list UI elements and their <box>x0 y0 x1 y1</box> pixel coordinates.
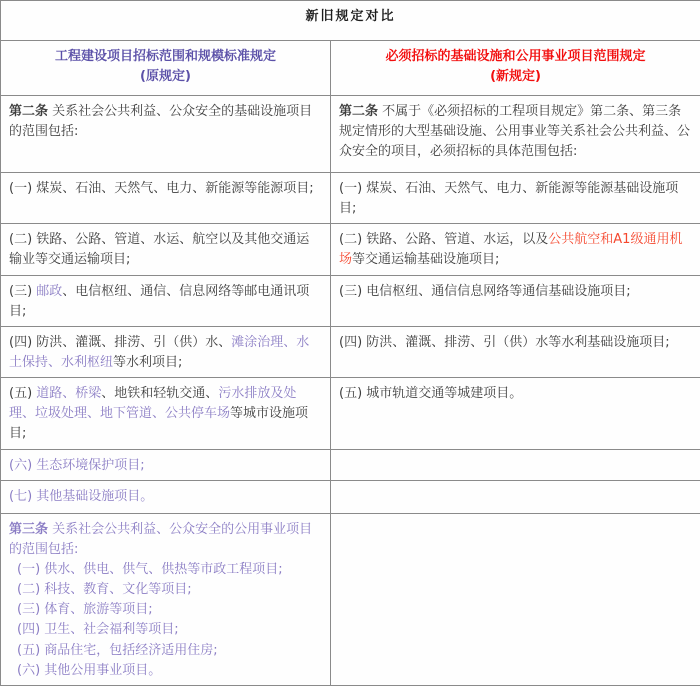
text-segment: 、电信枢纽、通信、信息网络等邮电通讯项目; <box>9 284 309 319</box>
text-segment: 公共航空和A1级通用机场 <box>339 232 682 267</box>
text-segment: (二) 铁路、公路、管道、水运，以及 <box>339 232 548 247</box>
text-segment: (一) 煤炭、石油、天然气、电力、新能源等能源项目; <box>9 181 314 196</box>
table-cell-right <box>331 480 700 513</box>
header-new-line2: (新规定) <box>339 67 692 87</box>
text-segment: (三) 体育、旅游等项目; <box>17 602 153 617</box>
text-segment: 第二条 <box>339 104 378 119</box>
text-segment: 关系社会公共利益、公众安全的公用事业项目的范围包括: <box>9 522 312 557</box>
text-segment: 滩涂治理、水土保持、水利枢纽 <box>9 335 309 370</box>
table-row <box>1 275 700 326</box>
column-header-new-regulation <box>331 41 700 96</box>
text-segment: 第二条 <box>9 104 48 119</box>
table-cell-right <box>331 513 700 685</box>
header-old-line2: (原规定) <box>9 67 322 87</box>
table-cell-left <box>1 275 331 326</box>
text-segment: 等交通运输基础设施项目; <box>352 252 499 267</box>
table-row <box>1 480 700 513</box>
text-line <box>339 230 692 270</box>
column-header-old-regulation <box>1 41 331 96</box>
table-cell-left <box>1 378 331 449</box>
table-cell-left <box>1 224 331 275</box>
text-line <box>9 333 322 373</box>
text-line <box>9 620 322 640</box>
table-cell-right <box>331 224 700 275</box>
text-segment: 污水排放及处理、垃圾处理、地下管道、公共停车场 <box>9 386 296 421</box>
text-line <box>9 282 322 322</box>
table-cell-right <box>331 275 700 326</box>
header-row <box>1 41 700 96</box>
text-line <box>9 520 322 560</box>
text-segment: (二) 铁路、公路、管道、水运、航空以及其他交通运输业等交通运输项目; <box>9 232 309 267</box>
table-row <box>1 513 700 685</box>
table-row <box>1 449 700 480</box>
page-title: 新旧规定对比 <box>1 1 700 41</box>
text-segment: 第三条 <box>9 522 48 537</box>
text-segment: 道路、桥梁 <box>36 386 101 401</box>
text-segment: (五) 商品住宅，包括经济适用住房; <box>17 643 218 658</box>
table-cell-left <box>1 326 331 377</box>
table-row <box>1 326 700 377</box>
text-segment: (六) 生态环境保护项目; <box>9 458 145 473</box>
text-line <box>339 102 692 162</box>
text-segment: (一) 供水、供电、供气、供热等市政工程项目; <box>17 562 283 577</box>
table-row <box>1 96 700 173</box>
text-line <box>9 661 322 681</box>
text-segment: (二) 科技、教育、文化等项目; <box>17 582 192 597</box>
text-line <box>9 560 322 580</box>
table-cell-right <box>331 449 700 480</box>
header-old-line1: 工程建设项目招标范围和规模标准规定 <box>9 47 322 67</box>
table-row <box>1 173 700 224</box>
text-segment: (七) 其他基础设施项目。 <box>9 489 153 504</box>
table-cell-right <box>331 326 700 377</box>
text-segment: 关系社会公共利益、公众安全的基础设施项目的范围包括: <box>9 104 312 139</box>
table-cell-left <box>1 173 331 224</box>
text-line <box>339 282 692 302</box>
text-segment: (六) 其他公用事业项目。 <box>17 663 161 678</box>
table-cell-left <box>1 449 331 480</box>
text-segment: (三) <box>9 284 36 299</box>
text-segment: 、地铁和轻轨交通、 <box>101 386 218 401</box>
table-cell-left <box>1 96 331 173</box>
text-segment: (五) 城市轨道交通等城建项目。 <box>339 386 522 401</box>
table-cell-right <box>331 378 700 449</box>
text-segment: (一) 煤炭、石油、天然气、电力、新能源等能源基础设施项目; <box>339 181 678 216</box>
table-body <box>1 1 700 686</box>
text-segment: (四) 防洪、灌溉、排涝、引（供）水等水利基础设施项目; <box>339 335 670 350</box>
text-segment: (五) <box>9 386 36 401</box>
text-line <box>9 641 322 661</box>
text-line <box>9 600 322 620</box>
text-line <box>9 179 322 199</box>
text-line <box>9 456 322 476</box>
text-segment: 等水利项目; <box>113 355 182 370</box>
text-segment: 不属于《必须招标的工程项目规定》第二条、第三条规定情形的大型基础设施、公用事业等关系社会公共利益、公众安全的项目，必须招标的具体范围包括: <box>339 104 690 159</box>
header-new-line1: 必须招标的基础设施和公用事业项目范围规定 <box>339 47 692 67</box>
table-cell-right <box>331 173 700 224</box>
text-segment: (四) 卫生、社会福利等项目; <box>17 622 179 637</box>
text-line <box>339 179 692 219</box>
text-segment: (三) 电信枢纽、通信信息网络等通信基础设施项目; <box>339 284 631 299</box>
table-row <box>1 378 700 449</box>
text-line <box>9 102 322 142</box>
title-row <box>1 1 700 41</box>
table-cell-right <box>331 96 700 173</box>
text-segment: 邮政 <box>36 284 62 299</box>
text-line <box>9 580 322 600</box>
table-cell-left <box>1 513 331 685</box>
text-line <box>339 384 692 404</box>
table-cell-left <box>1 480 331 513</box>
text-segment: (四) 防洪、灌溉、排涝、引（供）水、 <box>9 335 231 350</box>
text-line <box>9 230 322 270</box>
table-row <box>1 224 700 275</box>
text-line <box>9 487 322 507</box>
text-line <box>339 333 692 353</box>
text-line <box>9 384 322 444</box>
text-segment: 等城市设施项目; <box>9 406 308 441</box>
